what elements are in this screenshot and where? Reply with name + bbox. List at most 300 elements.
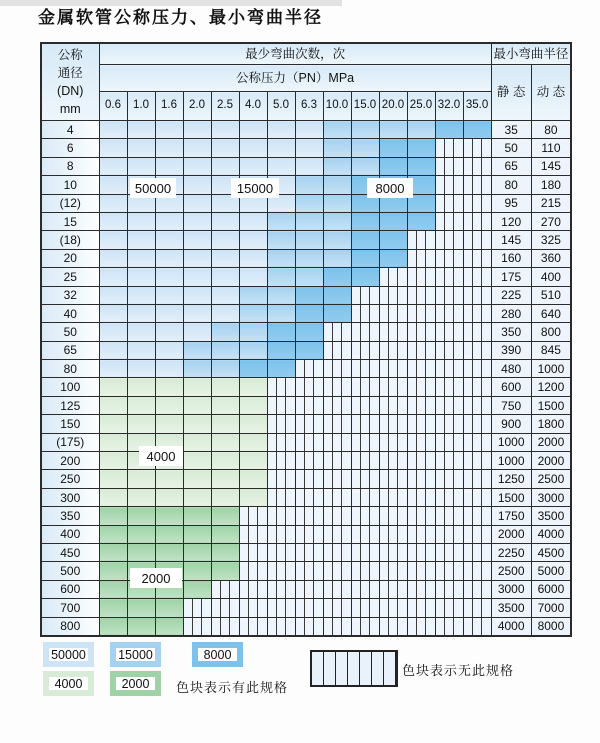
spec-cell-S — [323, 525, 351, 543]
spec-cell-S — [267, 543, 295, 561]
spec-cell-S — [267, 617, 295, 636]
spec-cell-S — [435, 341, 463, 359]
spec-cell-E — [155, 525, 183, 543]
pressure-value: 2.5 — [211, 92, 239, 121]
pressure-value: 2.0 — [183, 92, 211, 121]
spec-cell-S — [463, 341, 491, 359]
spec-cell-E — [183, 562, 211, 580]
spec-cell-E — [99, 525, 127, 543]
spec-cell-S — [379, 268, 407, 286]
spec-cell-S — [435, 580, 463, 598]
spec-cell-L — [211, 304, 239, 322]
spec-cell-S — [379, 286, 407, 304]
dynamic-radius-cell: 215 — [531, 194, 571, 212]
dynamic-radius-cell: 800 — [531, 323, 571, 341]
spec-cell-E — [183, 543, 211, 561]
static-radius-cell: 2250 — [491, 543, 531, 561]
spec-table — [40, 42, 572, 637]
spec-cell-G — [211, 470, 239, 488]
dynamic-radius-cell: 8000 — [531, 617, 571, 636]
spec-cell-S — [463, 396, 491, 414]
spec-cell-L — [183, 249, 211, 267]
spec-cell-S — [463, 415, 491, 433]
dn-cell: 250 — [41, 470, 99, 488]
spec-cell-G — [183, 415, 211, 433]
spec-cell-L — [99, 139, 127, 157]
spec-cell-S — [379, 415, 407, 433]
pressure-value: 10.0 — [323, 92, 351, 121]
spec-cell-L — [99, 360, 127, 378]
dynamic-radius-cell: 510 — [531, 286, 571, 304]
static-radius-cell: 1750 — [491, 507, 531, 525]
dn-cell: 450 — [41, 543, 99, 561]
spec-cell-D — [295, 304, 323, 322]
dn-cell: 700 — [41, 599, 99, 617]
spec-cell-M — [351, 157, 379, 175]
spec-cell-S — [351, 525, 379, 543]
pressure-value: 32.0 — [435, 92, 463, 121]
spec-cell-S — [407, 599, 435, 617]
dynamic-radius-cell: 110 — [531, 139, 571, 157]
spec-cell-S — [407, 268, 435, 286]
spec-cell-S — [463, 157, 491, 175]
spec-cell-S — [435, 470, 463, 488]
spec-cell-L — [99, 268, 127, 286]
spec-cell-S — [435, 433, 463, 451]
spec-cell-S — [379, 488, 407, 506]
spec-cell-D — [379, 139, 407, 157]
table-row — [41, 415, 571, 433]
spec-cell-G — [211, 452, 239, 470]
dn-cell: 500 — [41, 562, 99, 580]
spec-cell-S — [295, 507, 323, 525]
spec-cell-S — [435, 139, 463, 157]
spec-cell-L — [267, 121, 295, 139]
spec-cell-M — [295, 176, 323, 194]
spec-cell-S — [351, 286, 379, 304]
legend-striped-box — [310, 650, 398, 687]
spec-cell-S — [267, 470, 295, 488]
spec-cell-M — [295, 268, 323, 286]
spec-cell-S — [351, 378, 379, 396]
table-row — [41, 304, 571, 322]
spec-cell-S — [407, 470, 435, 488]
spec-cell-D — [351, 268, 379, 286]
spec-cell-S — [407, 360, 435, 378]
spec-cell-G — [211, 488, 239, 506]
spec-cell-S — [407, 525, 435, 543]
table-row — [41, 121, 571, 139]
static-radius-cell: 390 — [491, 341, 531, 359]
dn-cell: 350 — [41, 507, 99, 525]
spec-cell-G — [155, 378, 183, 396]
spec-cell-S — [435, 176, 463, 194]
spec-cell-L — [99, 157, 127, 175]
spec-cell-S — [435, 212, 463, 230]
spec-cell-L — [155, 341, 183, 359]
spec-cell-S — [463, 249, 491, 267]
spec-cell-S — [239, 617, 267, 636]
spec-cell-E — [127, 543, 155, 561]
legend-no-spec-text: 色块表示无此规格 — [402, 663, 515, 678]
cycle-count-label: 4000 — [139, 446, 183, 466]
spec-cell-S — [463, 231, 491, 249]
dn-cell: (18) — [41, 231, 99, 249]
spec-cell-S — [267, 562, 295, 580]
static-radius-cell: 3000 — [491, 580, 531, 598]
spec-cell-S — [267, 488, 295, 506]
spec-cell-L — [127, 286, 155, 304]
spec-cell-S — [435, 562, 463, 580]
pressure-value: 5.0 — [267, 92, 295, 121]
spec-cell-S — [463, 507, 491, 525]
spec-cell-S — [435, 543, 463, 561]
spec-cell-M — [295, 194, 323, 212]
legend-swatch-2000: 2000 — [110, 671, 161, 696]
spec-cell-S — [407, 396, 435, 414]
spec-cell-L — [99, 194, 127, 212]
dynamic-radius-cell: 7000 — [531, 599, 571, 617]
spec-cell-M — [323, 139, 351, 157]
dn-cell: (175) — [41, 433, 99, 451]
spec-cell-L — [211, 212, 239, 230]
spec-cell-M — [183, 360, 211, 378]
spec-cell-S — [379, 341, 407, 359]
spec-cell-S — [379, 323, 407, 341]
table-row — [41, 599, 571, 617]
spec-cell-S — [435, 249, 463, 267]
spec-cell-G — [99, 452, 127, 470]
spec-cell-E — [155, 617, 183, 636]
dynamic-radius-cell: 1800 — [531, 415, 571, 433]
spec-cell-D — [323, 286, 351, 304]
spec-cell-D — [323, 304, 351, 322]
spec-cell-M — [407, 121, 435, 139]
spec-cell-S — [463, 176, 491, 194]
spec-cell-S — [407, 415, 435, 433]
spec-cell-L — [267, 139, 295, 157]
spec-cell-S — [351, 470, 379, 488]
spec-cell-G — [183, 488, 211, 506]
pressure-value: 15.0 — [351, 92, 379, 121]
spec-cell-S — [407, 543, 435, 561]
dynamic-radius-cell: 2000 — [531, 433, 571, 451]
spec-cell-S — [351, 360, 379, 378]
static-header: 静 态 — [491, 65, 531, 121]
spec-cell-M — [239, 286, 267, 304]
spec-cell-L — [183, 268, 211, 286]
spec-cell-M — [211, 323, 239, 341]
spec-cell-M — [351, 121, 379, 139]
spec-cell-M — [323, 194, 351, 212]
spec-cell-S — [435, 452, 463, 470]
legend-swatch-8000: 8000 — [192, 642, 243, 667]
spec-cell-M — [211, 360, 239, 378]
spec-cell-S — [267, 396, 295, 414]
spec-cell-S — [435, 231, 463, 249]
dynamic-radius-cell: 145 — [531, 157, 571, 175]
spec-cell-E — [211, 525, 239, 543]
spec-cell-S — [463, 470, 491, 488]
spec-cell-E — [155, 507, 183, 525]
spec-cell-M — [267, 231, 295, 249]
spec-cell-G — [239, 396, 267, 414]
spec-cell-M — [267, 286, 295, 304]
spec-cell-D — [379, 157, 407, 175]
spec-cell-E — [99, 617, 127, 636]
spec-cell-L — [211, 139, 239, 157]
spec-cell-L — [127, 139, 155, 157]
spec-cell-G — [127, 470, 155, 488]
table-row — [41, 176, 571, 194]
spec-cell-S — [379, 543, 407, 561]
spec-cell-M — [323, 231, 351, 249]
spec-cell-S — [435, 415, 463, 433]
table-row — [41, 470, 571, 488]
spec-cell-G — [155, 415, 183, 433]
spec-cell-G — [99, 433, 127, 451]
table-row — [41, 231, 571, 249]
spec-cell-L — [183, 212, 211, 230]
spec-cell-L — [239, 249, 267, 267]
spec-cell-S — [211, 580, 239, 598]
pressure-value: 1.6 — [155, 92, 183, 121]
dynamic-header: 动 态 — [531, 65, 571, 121]
static-radius-cell: 1000 — [491, 452, 531, 470]
dn-cell: 125 — [41, 396, 99, 414]
spec-cell-S — [435, 507, 463, 525]
spec-cell-S — [407, 249, 435, 267]
spec-cell-G — [99, 488, 127, 506]
spec-cell-S — [379, 470, 407, 488]
spec-cell-M — [351, 139, 379, 157]
spec-cell-S — [435, 323, 463, 341]
static-radius-cell: 65 — [491, 157, 531, 175]
spec-cell-S — [267, 507, 295, 525]
table-row — [41, 525, 571, 543]
table-row — [41, 543, 571, 561]
spec-cell-G — [99, 470, 127, 488]
dn-cell: 4 — [41, 121, 99, 139]
dynamic-radius-cell: 845 — [531, 341, 571, 359]
spec-cell-L — [155, 139, 183, 157]
dn-cell: 400 — [41, 525, 99, 543]
spec-cell-L — [155, 157, 183, 175]
spec-cell-D — [267, 323, 295, 341]
spec-cell-D — [351, 212, 379, 230]
spec-cell-E — [155, 599, 183, 617]
table-row — [41, 139, 571, 157]
spec-cell-S — [211, 617, 239, 636]
pressure-value: 20.0 — [379, 92, 407, 121]
spec-cell-E — [99, 543, 127, 561]
spec-cell-S — [267, 580, 295, 598]
spec-cell-S — [463, 212, 491, 230]
spec-cell-G — [211, 396, 239, 414]
dn-cell: 10 — [41, 176, 99, 194]
spec-cell-S — [379, 433, 407, 451]
spec-cell-D — [379, 249, 407, 267]
spec-cell-S — [323, 378, 351, 396]
spec-cell-E — [211, 562, 239, 580]
spec-cell-D — [323, 268, 351, 286]
spec-cell-L — [127, 121, 155, 139]
dynamic-radius-cell: 400 — [531, 268, 571, 286]
dynamic-radius-cell: 270 — [531, 212, 571, 230]
static-radius-cell: 160 — [491, 249, 531, 267]
spec-cell-L — [183, 194, 211, 212]
table-row — [41, 249, 571, 267]
spec-cell-S — [379, 507, 407, 525]
spec-cell-G — [211, 415, 239, 433]
spec-cell-L — [295, 139, 323, 157]
spec-cell-L — [99, 304, 127, 322]
spec-cell-E — [155, 543, 183, 561]
spec-cell-S — [211, 599, 239, 617]
spec-cell-S — [323, 507, 351, 525]
spec-cell-S — [267, 452, 295, 470]
dynamic-radius-cell: 4000 — [531, 525, 571, 543]
spec-cell-M — [267, 249, 295, 267]
table-row — [41, 396, 571, 414]
spec-cell-G — [183, 396, 211, 414]
spec-cell-G — [183, 433, 211, 451]
cycle-count-label: 50000 — [130, 178, 176, 198]
pressure-value: 0.6 — [99, 92, 127, 121]
cycle-count-label: 15000 — [231, 178, 279, 198]
spec-cell-E — [127, 617, 155, 636]
spec-cell-S — [295, 470, 323, 488]
pressure-header: 公称压力（PN）MPa — [99, 65, 491, 92]
dn-header-line3: (DN) — [57, 84, 84, 98]
dynamic-radius-cell: 3500 — [531, 507, 571, 525]
spec-cell-S — [407, 488, 435, 506]
table-body — [41, 121, 571, 636]
pressure-value: 1.0 — [127, 92, 155, 121]
spec-cell-L — [183, 121, 211, 139]
spec-cell-D — [295, 286, 323, 304]
spec-cell-S — [463, 617, 491, 636]
spec-cell-D — [463, 121, 491, 139]
pressure-value: 6.3 — [295, 92, 323, 121]
spec-cell-G — [155, 396, 183, 414]
spec-cell-M — [239, 323, 267, 341]
spec-cell-L — [183, 157, 211, 175]
table-row — [41, 268, 571, 286]
spec-cell-L — [295, 121, 323, 139]
spec-cell-G — [99, 396, 127, 414]
dn-cell: 50 — [41, 323, 99, 341]
spec-cell-S — [463, 360, 491, 378]
spec-cell-S — [267, 525, 295, 543]
spec-cell-E — [99, 580, 127, 598]
spec-cell-S — [295, 415, 323, 433]
static-radius-cell: 95 — [491, 194, 531, 212]
spec-cell-L — [155, 360, 183, 378]
table-row — [41, 378, 571, 396]
pressure-value: 35.0 — [463, 92, 491, 121]
dn-header-line2: 通径 — [57, 66, 83, 80]
table-row — [41, 433, 571, 451]
spec-cell-E — [99, 599, 127, 617]
dn-cell: 65 — [41, 341, 99, 359]
spec-cell-S — [435, 304, 463, 322]
spec-cell-L — [267, 157, 295, 175]
spec-cell-S — [351, 452, 379, 470]
spec-cell-L — [99, 249, 127, 267]
spec-cell-S — [435, 194, 463, 212]
spec-cell-L — [99, 323, 127, 341]
spec-cell-L — [127, 341, 155, 359]
spec-cell-D — [407, 157, 435, 175]
spec-cell-S — [435, 378, 463, 396]
spec-cell-D — [267, 360, 295, 378]
spec-cell-S — [379, 580, 407, 598]
spec-cell-M — [323, 249, 351, 267]
spec-cell-S — [323, 396, 351, 414]
spec-cell-S — [407, 507, 435, 525]
spec-cell-D — [351, 249, 379, 267]
cycle-count-label: 8000 — [367, 178, 413, 198]
spec-cell-S — [183, 617, 211, 636]
spec-cell-M — [379, 121, 407, 139]
spec-cell-L — [99, 286, 127, 304]
spec-cell-G — [183, 470, 211, 488]
spec-cell-S — [351, 599, 379, 617]
legend-swatch-50000: 50000 — [43, 642, 94, 667]
spec-cell-S — [351, 562, 379, 580]
spec-cell-E — [183, 525, 211, 543]
spec-cell-S — [463, 488, 491, 506]
spec-cell-L — [127, 304, 155, 322]
spec-cell-S — [183, 599, 211, 617]
spec-cell-L — [155, 286, 183, 304]
spec-cell-S — [463, 525, 491, 543]
spec-cell-S — [463, 194, 491, 212]
spec-cell-L — [239, 268, 267, 286]
static-radius-cell: 4000 — [491, 617, 531, 636]
spec-cell-L — [183, 139, 211, 157]
table-row — [41, 360, 571, 378]
spec-cell-G — [239, 488, 267, 506]
dn-cell: 8 — [41, 157, 99, 175]
spec-cell-S — [463, 433, 491, 451]
spec-cell-L — [211, 268, 239, 286]
spec-cell-M — [323, 176, 351, 194]
legend-swatch-15000: 15000 — [110, 642, 161, 667]
spec-cell-M — [323, 157, 351, 175]
spec-cell-M — [267, 268, 295, 286]
static-radius-cell: 480 — [491, 360, 531, 378]
dn-cell: 6 — [41, 139, 99, 157]
spec-cell-L — [127, 249, 155, 267]
dn-cell: 600 — [41, 580, 99, 598]
dynamic-radius-cell: 640 — [531, 304, 571, 322]
static-radius-cell: 80 — [491, 176, 531, 194]
static-radius-cell: 1500 — [491, 488, 531, 506]
spec-cell-S — [407, 341, 435, 359]
spec-cell-S — [379, 599, 407, 617]
spec-cell-S — [407, 231, 435, 249]
spec-cell-L — [99, 231, 127, 249]
legend-has-spec-text: 色块表示有此规格 — [176, 680, 289, 695]
spec-cell-S — [379, 525, 407, 543]
spec-cell-G — [99, 378, 127, 396]
cycle-count-label: 2000 — [130, 568, 182, 588]
dynamic-radius-cell: 1200 — [531, 378, 571, 396]
spec-cell-L — [183, 176, 211, 194]
spec-cell-S — [379, 617, 407, 636]
